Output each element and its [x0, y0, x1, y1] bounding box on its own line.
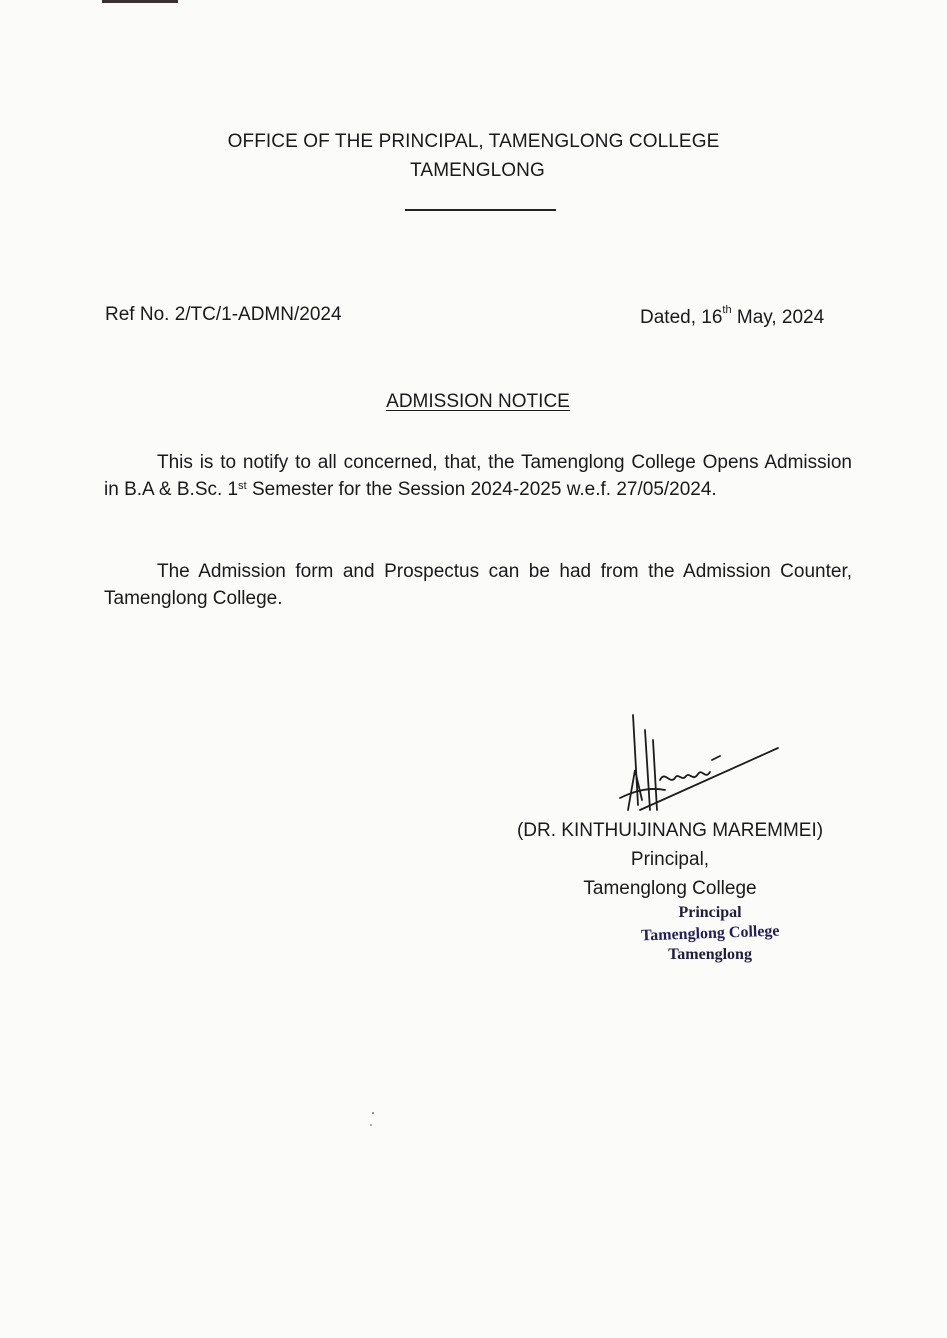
reference-number: Ref No. 2/TC/1-ADMN/2024: [105, 304, 342, 325]
scan-edge-mark: [102, 0, 178, 3]
signature-icon: [600, 710, 800, 820]
notice-paragraph-2: [104, 558, 852, 612]
official-stamp: [560, 902, 860, 965]
paragraph-1-text-a: This is to notify to all concerned, that, the Tamenglong College Opens Admission in B.A & B.Sc. 1: [104, 452, 852, 500]
scan-speck: [372, 1112, 374, 1114]
stamp-line-2: Tamenglong College: [640, 922, 780, 945]
signatory-institution: Tamenglong College: [583, 878, 757, 899]
date-ordinal: th: [722, 304, 732, 316]
notice-paragraph-1: [104, 449, 852, 503]
paragraph-1-ordinal: st: [238, 480, 247, 492]
stamp-line-1: Principal: [678, 904, 742, 921]
paragraph-2-text: The Admission form and Prospectus can be had from the Admission Counter, Tamenglong College.: [104, 561, 852, 609]
date-suffix: May, 2024: [731, 307, 825, 328]
signatory-block: [480, 816, 860, 903]
signatory-designation: Principal,: [630, 849, 710, 870]
signatory-name: (DR. KINTHUIJINANG MAREMMEI): [516, 820, 824, 841]
header-divider: [405, 209, 556, 211]
letterhead-place: TAMENGLONG: [410, 160, 545, 181]
notice-title-text: ADMISSION NOTICE: [386, 391, 570, 412]
letterhead-office: OFFICE OF THE PRINCIPAL, TAMENGLONG COLLEGE: [227, 131, 720, 152]
date-prefix: Dated, 16: [640, 307, 723, 328]
date-line: [640, 304, 825, 329]
scan-speck: [370, 1124, 372, 1126]
notice-title: [0, 391, 947, 413]
paragraph-1-text-b: Semester for the Session 2024-2025 w.e.f. 27/05/2024.: [246, 479, 717, 500]
stamp-line-3: Tamenglong: [668, 946, 752, 963]
